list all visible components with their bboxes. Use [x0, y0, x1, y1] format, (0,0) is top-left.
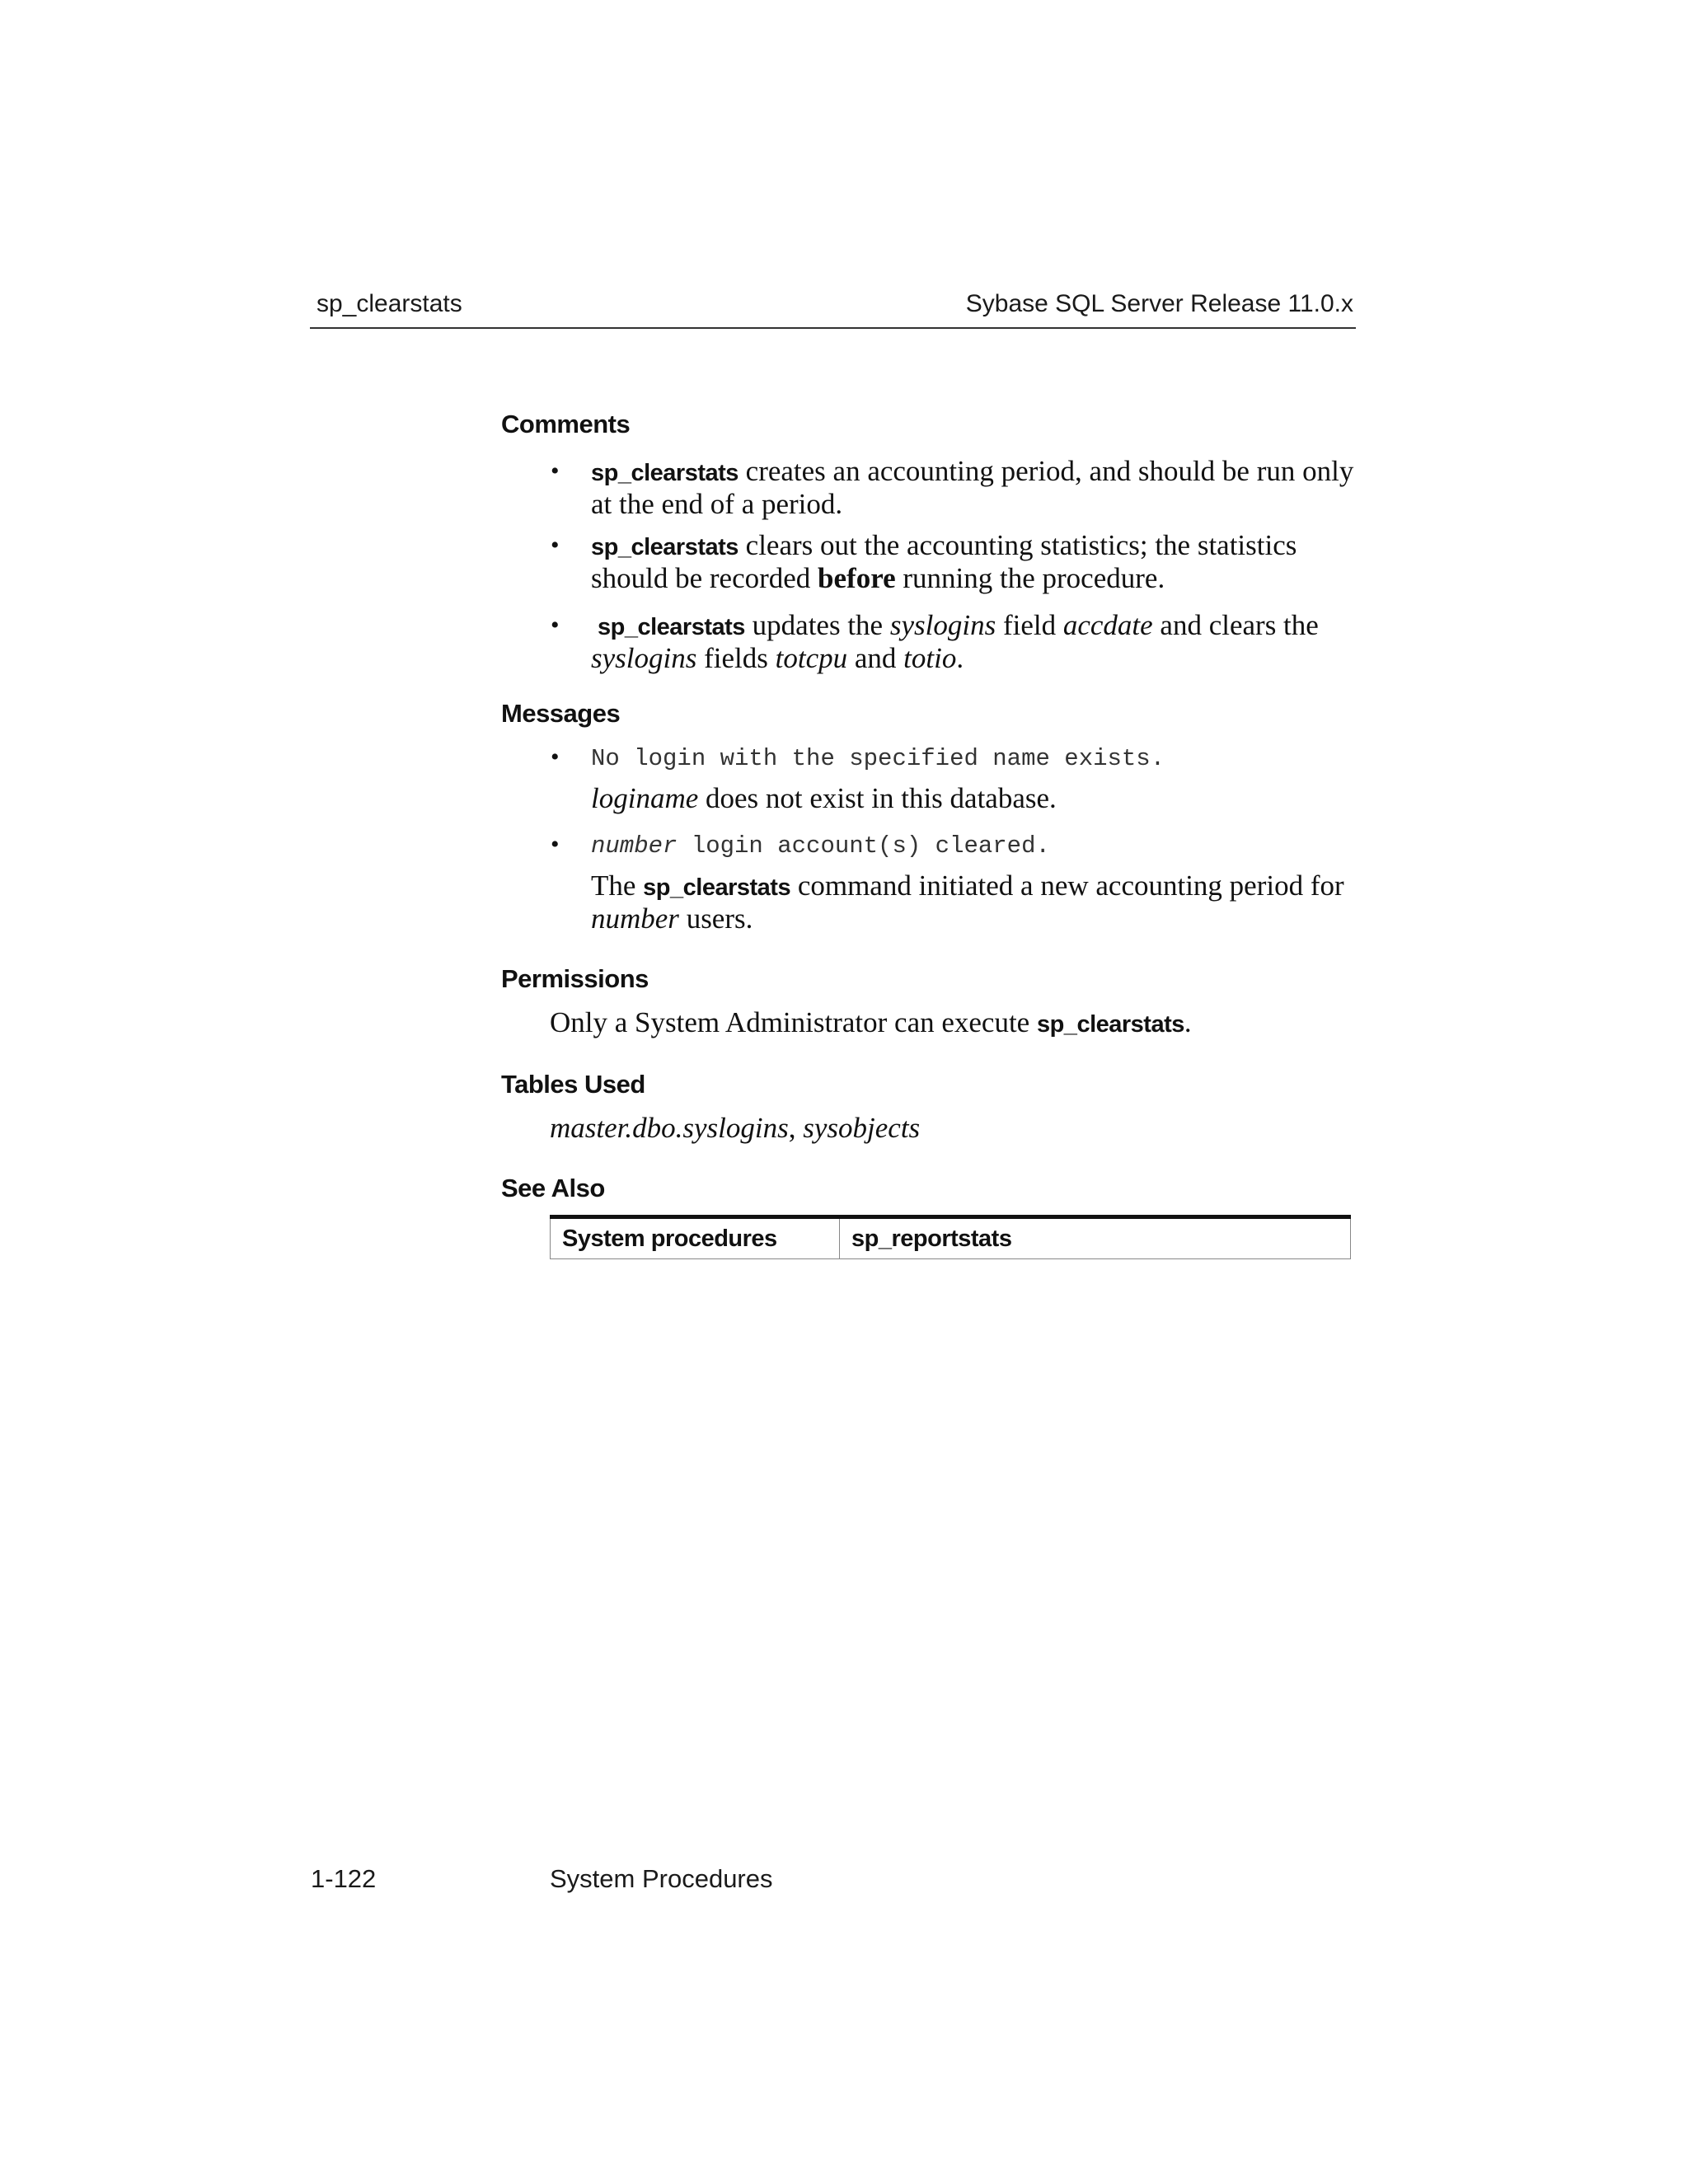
table-name: sysobjects — [803, 1112, 921, 1144]
separator: , — [788, 1112, 804, 1144]
see-also-category: System procedures — [551, 1217, 840, 1259]
message-variable: number — [591, 832, 678, 860]
message-description — [591, 870, 1366, 935]
comment-text: and clears the — [1152, 609, 1319, 641]
messages-heading: Messages — [501, 699, 621, 728]
tables-used-list — [550, 1113, 1366, 1144]
table-name: syslogins — [889, 609, 996, 641]
comment-item-3-line1 — [591, 610, 1366, 643]
page-number: 1-122 — [311, 1864, 377, 1893]
table-name: syslogins — [591, 642, 697, 674]
message-text: No login with the specified name exists. — [591, 745, 1165, 772]
description-text: The — [591, 869, 644, 902]
punctuation: . — [1184, 1006, 1192, 1038]
permissions-heading: Permissions — [501, 964, 649, 993]
comment-item-2 — [591, 530, 1366, 594]
emphasis-text: before — [818, 562, 896, 594]
parameter-name: loginame — [591, 782, 699, 814]
command-name: sp_clearstats — [591, 460, 738, 486]
comment-text: updates the — [744, 609, 890, 641]
comment-item-2-line2 — [591, 563, 1366, 594]
comment-item-1-line1 — [591, 456, 1366, 489]
message-description-line2 — [591, 903, 1366, 935]
comment-item-3-line2 — [591, 643, 1366, 674]
comment-text: creates an accounting period, and should be run only — [738, 455, 1354, 487]
see-also-heading: See Also — [501, 1174, 605, 1202]
description-text: does not exist in this database. — [698, 782, 1057, 814]
command-name: sp_clearstats — [1036, 1011, 1184, 1038]
bullet-marker: • — [551, 532, 560, 559]
running-header — [316, 290, 1353, 325]
header-section-name: sp_clearstats — [316, 290, 462, 317]
footer-title: System Procedures — [550, 1864, 773, 1893]
tables-used-heading: Tables Used — [501, 1070, 645, 1099]
field-name: totcpu — [775, 642, 848, 674]
message-description-line1 — [591, 870, 1366, 903]
comment-item-3 — [591, 610, 1366, 674]
comments-heading: Comments — [501, 410, 631, 438]
message-variable: number — [591, 902, 679, 935]
bullet-marker: • — [551, 743, 560, 771]
description-text: users. — [678, 902, 753, 935]
comment-item-2-line1 — [591, 530, 1366, 563]
comment-item-1 — [591, 456, 1366, 520]
header-release: Sybase SQL Server Release 11.0.x — [965, 290, 1353, 317]
comment-text: field — [996, 609, 1063, 641]
permissions-sentence: Only a System Administrator can execute — [550, 1006, 1037, 1038]
field-name: accdate — [1062, 609, 1153, 641]
message-description — [591, 783, 1366, 814]
see-also-table — [550, 1215, 1351, 1259]
command-name: sp_clearstats — [591, 534, 738, 560]
comment-item-1-line2: at the end of a period. — [591, 488, 843, 520]
table-row — [551, 1217, 1351, 1259]
table-name: master.dbo.syslogins — [550, 1112, 789, 1144]
comment-text: fields — [696, 642, 776, 674]
permissions-text — [550, 1007, 1366, 1040]
comment-text: and — [847, 642, 904, 674]
comment-text: should be recorded — [591, 562, 818, 594]
description-text: command initiated a new accounting period for — [790, 869, 1344, 902]
see-also-link[interactable]: sp_reportstats — [840, 1217, 1351, 1259]
bullet-marker: • — [551, 831, 560, 858]
command-name: sp_clearstats — [598, 614, 745, 640]
comment-text: running the procedure. — [895, 562, 1165, 594]
command-name: sp_clearstats — [643, 874, 791, 901]
header-rule — [310, 327, 1356, 329]
field-name: totio — [903, 642, 957, 674]
bullet-marker: • — [551, 612, 560, 639]
message-text — [591, 832, 1050, 860]
comment-text: . — [956, 642, 964, 674]
message-literal: login account(s) cleared. — [677, 832, 1050, 860]
comment-text: clears out the accounting statistics; the statistics — [738, 529, 1297, 561]
bullet-marker: • — [551, 457, 560, 485]
